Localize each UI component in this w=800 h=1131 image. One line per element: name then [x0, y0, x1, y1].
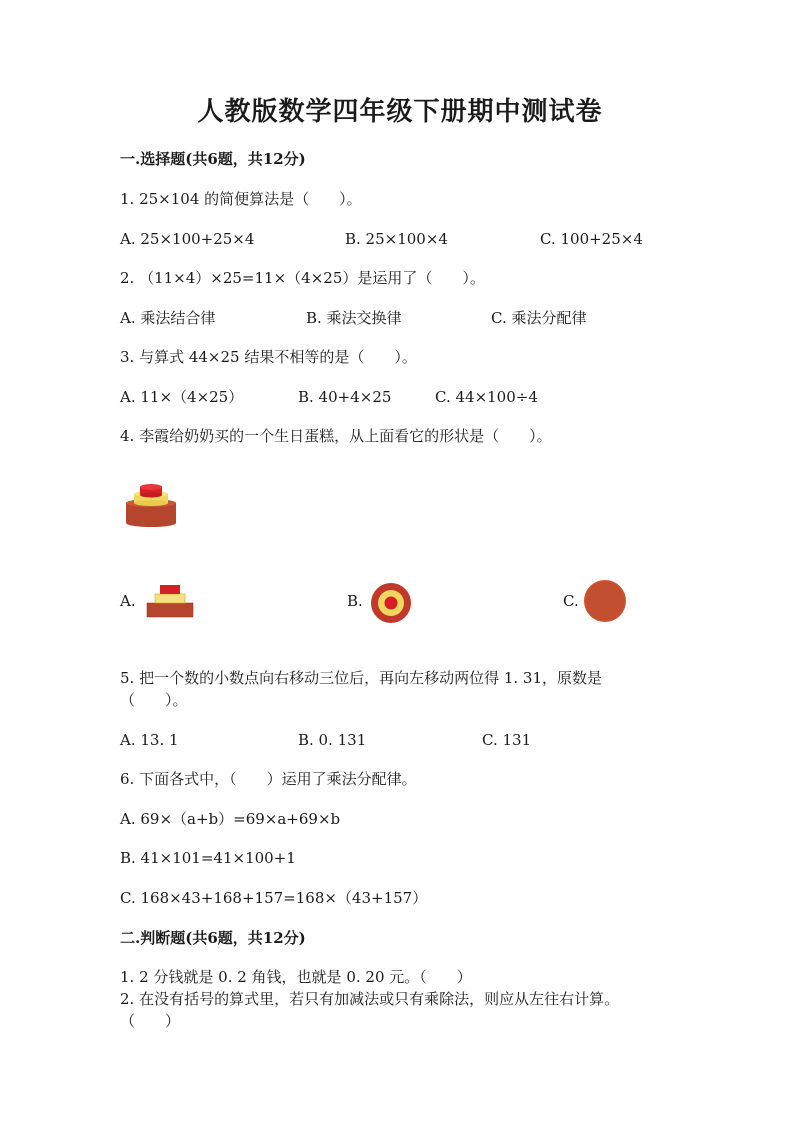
judgment-question-2-line-1: 2. 在没有括号的算式里，若只有加减法或只有乘除法，则应从左往右计算。 [120, 990, 620, 1008]
solid-circle-figure [583, 579, 627, 623]
question-2-option-b: B. 乘法交换律 [306, 309, 402, 327]
question-6-stem: 6. 下面各式中，（ ）运用了乘法分配律。 [120, 770, 417, 788]
question-5-stem-line-2: （ ）。 [120, 691, 188, 709]
question-6-option-c: C. 168×43+168+157=168×（43+157） [120, 889, 428, 907]
question-1-option-c: C. 100+25×4 [540, 230, 643, 248]
question-6-option-a: A. 69×（a+b）=69×a+69×b [120, 810, 341, 828]
judgment-question-1: 1. 2 分钱就是 0. 2 角钱，也就是 0. 20 元。（ ） [120, 968, 472, 986]
section-heading-choice: 一.选择题(共6题，共12分) [120, 150, 306, 168]
judgment-question-2-line-2: （ ） [120, 1012, 181, 1030]
question-6-option-b: B. 41×101=41×100+1 [120, 849, 296, 867]
question-4-option-a: A. [120, 592, 136, 610]
question-4-stem: 4. 李霞给奶奶买的一个生日蛋糕，从上面看它的形状是（ ）。 [120, 427, 552, 445]
question-1-stem: 1. 25×104 的简便算法是（ ）。 [120, 190, 362, 208]
section-heading-judgment: 二.判断题(共6题，共12分) [120, 929, 306, 947]
cake-front-view-figure [145, 583, 195, 619]
question-3-option-c: C. 44×100÷4 [435, 388, 538, 406]
cake-top-tier [140, 484, 162, 498]
question-4-option-b: B. [347, 592, 363, 610]
page-title: 人教版数学四年级下册期中测试卷 [197, 97, 603, 127]
question-5-option-b: B. 0. 131 [298, 731, 367, 749]
question-5-stem-line-1: 5. 把一个数的小数点向右移动三位后，再向左移动两位得 1. 31，原数是 [120, 669, 603, 687]
cake-figure [120, 482, 182, 528]
question-1-option-b: B. 25×100×4 [345, 230, 448, 248]
concentric-circles-figure [369, 581, 413, 625]
question-2-option-a: A. 乘法结合律 [120, 309, 216, 327]
question-3-stem: 3. 与算式 44×25 结果不相等的是（ ）。 [120, 348, 417, 366]
question-3-option-a: A. 11×（4×25） [120, 388, 244, 406]
question-5-option-c: C. 131 [482, 731, 532, 749]
question-2-option-c: C. 乘法分配律 [491, 309, 587, 327]
question-4-option-c: C. [563, 592, 579, 610]
question-5-option-a: A. 13. 1 [120, 731, 179, 749]
question-1-option-a: A. 25×100+25×4 [120, 230, 255, 248]
question-3-option-b: B. 40+4×25 [298, 388, 392, 406]
question-2-stem: 2. （11×4）×25=11×（4×25）是运用了（ ）。 [120, 269, 485, 287]
